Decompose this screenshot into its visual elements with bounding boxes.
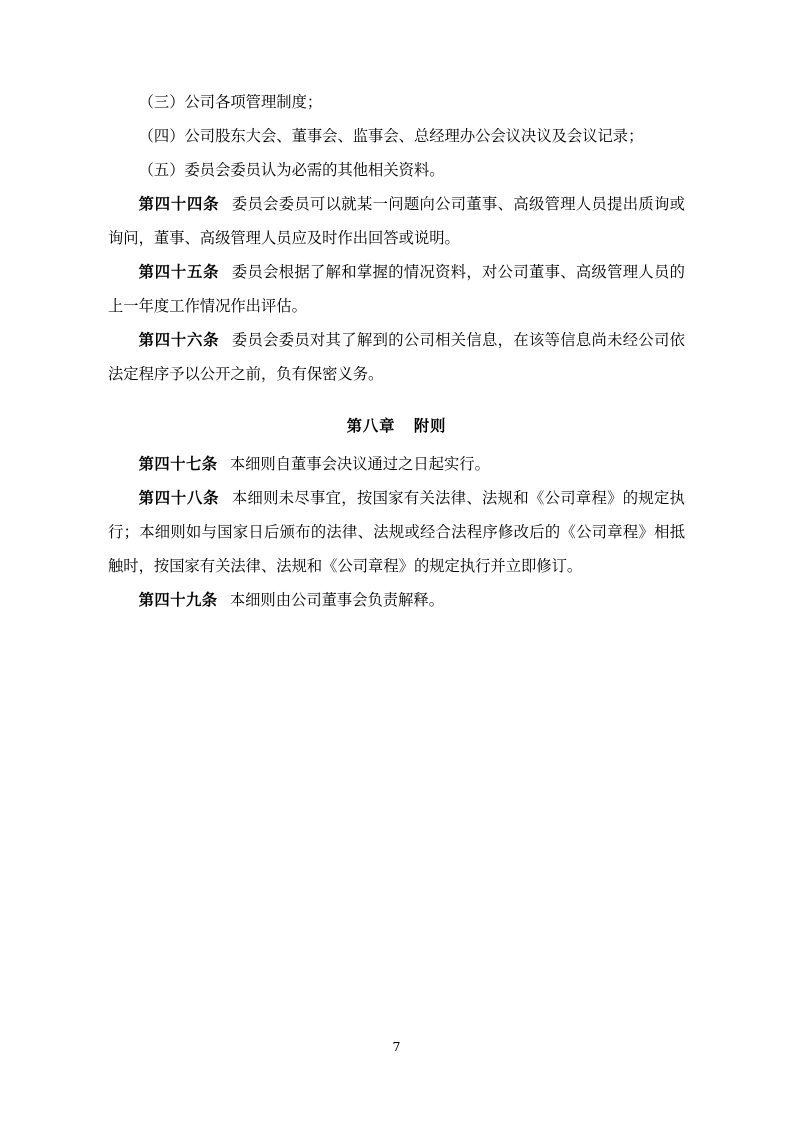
article-label: 第四十九条 [138,591,218,609]
article-paragraph [108,323,685,391]
list-item [108,85,685,119]
paragraph-text: （四）公司股东大会、董事会、监事会、总经理办公会议决议及会议记录； [138,127,644,145]
list-item [108,119,685,153]
article-label: 第四十七条 [138,455,218,473]
article-label: 第四十四条 [138,195,220,213]
document-body [108,85,685,617]
article-paragraph [108,255,685,323]
paragraph-text: （三）公司各项管理制度； [138,93,323,111]
article-paragraph [108,187,685,255]
chapter-title: 附则 [413,417,447,435]
paragraph-text: （五）委员会委员认为必需的其他相关资料。 [138,161,445,179]
chapter-number: 第八章 [346,417,396,435]
article-label: 第四十六条 [138,331,220,349]
paragraph-text: 委员会委员可以就某一问题向公司董事、高级管理人员提出质询或询问，董事、高级管理人员应及时作出回答或说明。 [108,195,685,247]
article-paragraph [108,447,685,481]
paragraph-text: 本细则未尽事宜，按国家有关法律、法规和《公司章程》的规定执行；本细则如与国家日后颁布的法律、法规或经合法程序修改后的《公司章程》相抵触时，按国家有关法律、法规和《公司章程》的规定执行并立即修订。 [108,489,685,575]
list-item [108,153,685,187]
paragraph-text: 本细则自董事会决议通过之日起实行。 [229,455,490,473]
article-paragraph [108,481,685,583]
article-label: 第四十八条 [138,489,220,507]
article-paragraph [108,583,685,617]
paragraph-text: 委员会委员对其了解到的公司相关信息，在该等信息尚未经公司依法定程序予以公开之前，负有保密义务。 [108,331,685,383]
page-number: 7 [392,1039,401,1054]
paragraph-text: 委员会根据了解和掌握的情况资料，对公司董事、高级管理人员的上一年度工作情况作出评估。 [108,263,685,315]
chapter-heading [108,409,685,443]
paragraph-text: 本细则由公司董事会负责解释。 [229,591,444,609]
article-label: 第四十五条 [138,263,220,281]
